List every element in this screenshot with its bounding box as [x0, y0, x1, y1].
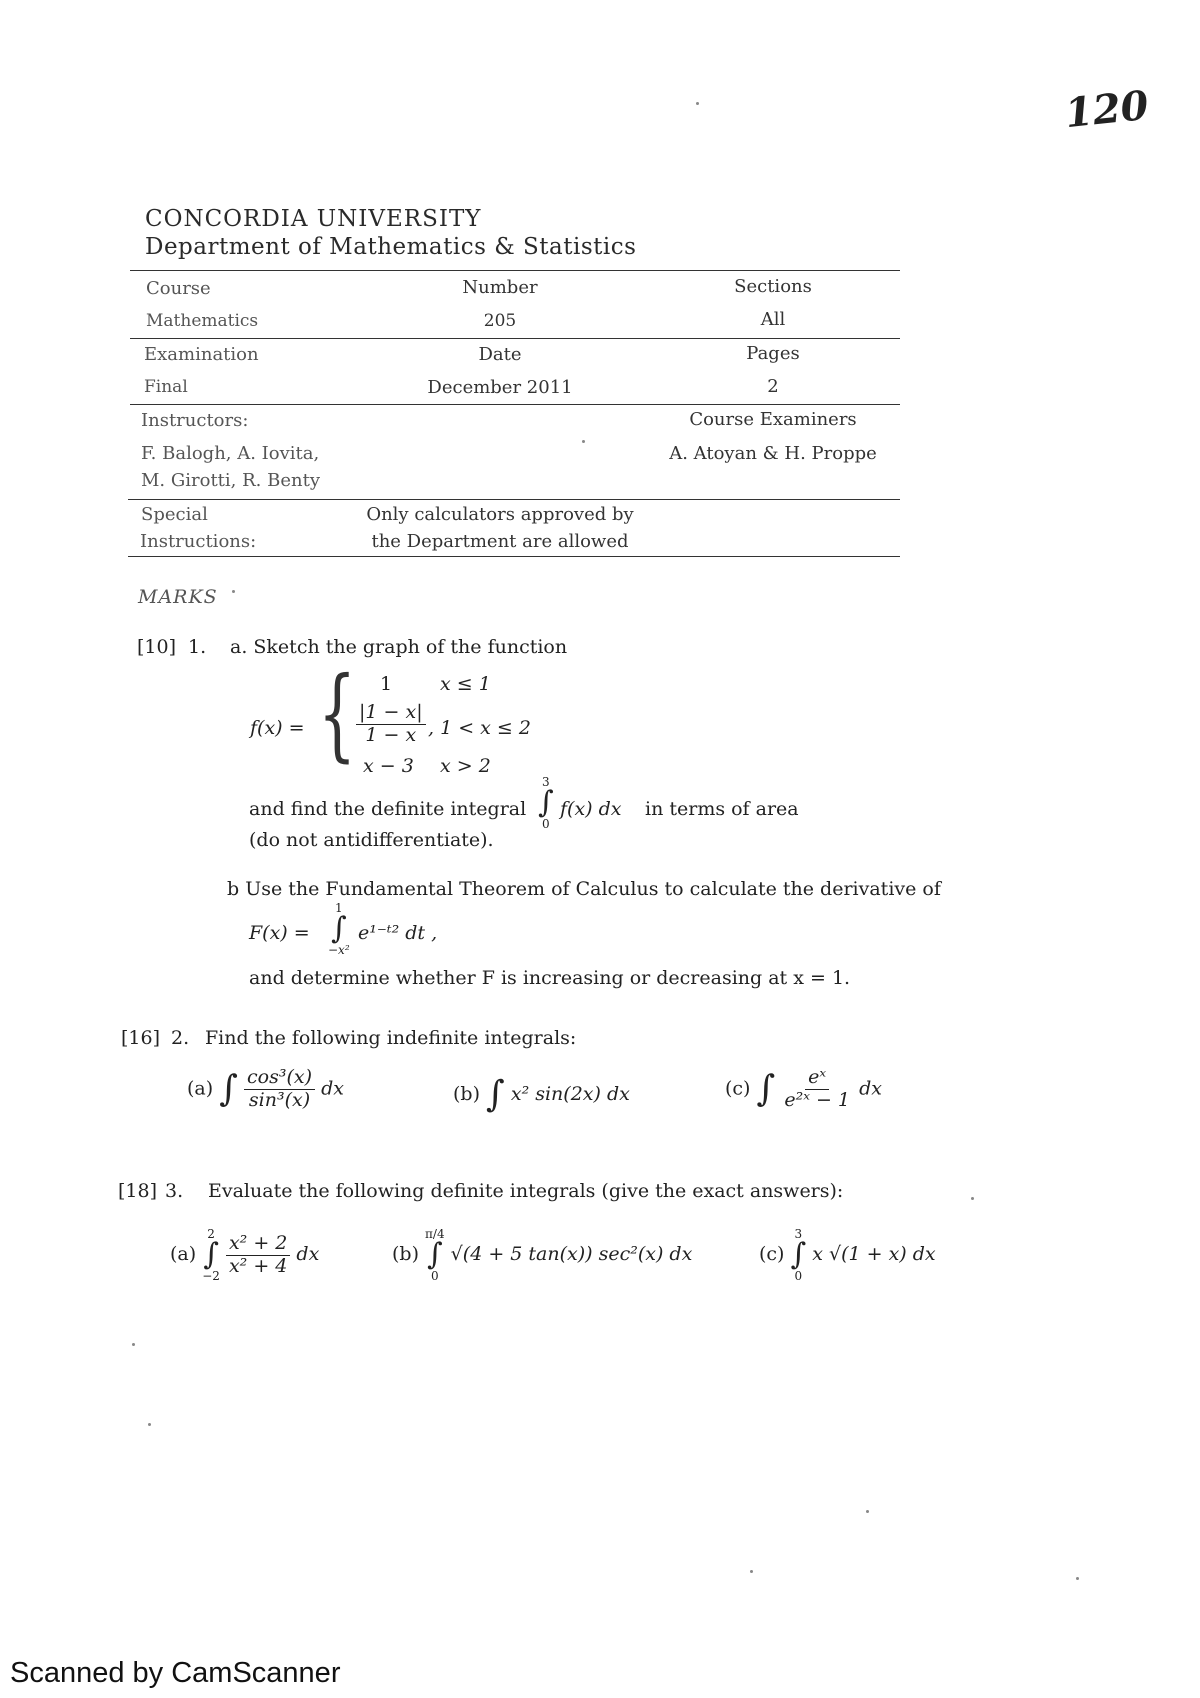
instructors-line1: F. Balogh, A. Iovita,: [141, 443, 320, 464]
special-label-1: Special: [141, 504, 208, 525]
q1-case2-den: 1 − x: [365, 723, 417, 746]
q1-a-upper: 3: [542, 775, 550, 789]
q1-b-intro: b Use the Fundamental Theorem of Calculus to calculate the derivative of: [227, 878, 941, 900]
q1-case3-val: x − 3: [363, 755, 414, 777]
q2-b: [453, 1074, 630, 1115]
q1-number: 1.: [188, 636, 207, 658]
pages-value: 2: [767, 376, 779, 397]
date-value: December 2011: [427, 377, 573, 398]
sections-value: All: [760, 309, 786, 330]
instructors-line2: M. Girotti, R. Benty: [141, 470, 320, 491]
q3-a-label: (a): [170, 1243, 197, 1265]
q3-c: [759, 1228, 936, 1282]
q1-a-integrand: f(x) dx: [560, 798, 622, 820]
university-name: CONCORDIA UNIVERSITY: [145, 206, 482, 232]
integral-sign: ∫: [427, 1237, 443, 1272]
q2-a-dx: dx: [321, 1077, 344, 1100]
pages-label: Pages: [746, 343, 800, 364]
integral-sign: ∫: [756, 1068, 776, 1110]
q3-b-label: (b): [392, 1243, 419, 1265]
date-label: Date: [478, 344, 522, 365]
scanner-footer: Scanned by CamScanner: [10, 1657, 341, 1689]
examiners-label: Course Examiners: [689, 409, 857, 430]
q2-a-den: sin³(x): [248, 1088, 311, 1111]
exam-label: Examination: [144, 344, 259, 365]
q3-c-upper: 3: [794, 1227, 803, 1241]
q2-c-dx: dx: [859, 1077, 882, 1100]
q3-c-label: (c): [759, 1243, 785, 1265]
table-rule: [128, 556, 900, 557]
q2-c: [725, 1067, 882, 1112]
q1-a-terms: in terms of area: [645, 798, 799, 820]
q1-case3-cond: x > 2: [440, 755, 491, 777]
q2-c-den: e²ˣ − 1: [784, 1088, 851, 1111]
q1-a-find: and find the definite integral: [249, 798, 527, 820]
q2-a-label: (a): [187, 1077, 214, 1100]
q1-a-integral: [538, 776, 554, 830]
integral-sign: ∫: [219, 1068, 238, 1110]
q1-b-integrand: e¹⁻ᵗ² dt ,: [358, 922, 438, 944]
integral-sign: ∫: [331, 911, 347, 946]
q3-a-lower: −2: [202, 1269, 220, 1283]
q3-intro: Evaluate the following definite integrals (give the exact answers):: [208, 1180, 844, 1202]
q1-b-Fx: F(x) =: [249, 922, 310, 944]
q1-b-determine: and determine whether F is increasing or decreasing at x = 1.: [249, 967, 851, 989]
q3-marks: [18]: [118, 1180, 158, 1202]
scan-speck: [750, 1570, 753, 1573]
marks-heading: MARKS: [138, 586, 218, 608]
q1-case1-val: 1: [380, 673, 393, 695]
q2-a: [187, 1067, 344, 1112]
q1-case2-frac: [356, 702, 426, 747]
course-value: Mathematics: [146, 311, 259, 331]
q1-case1-cond: x ≤ 1: [440, 673, 491, 695]
q3-a-dx: dx: [296, 1243, 320, 1265]
table-rule: [128, 499, 900, 500]
integral-sign: ∫: [790, 1237, 807, 1272]
q3-b: [392, 1228, 692, 1282]
department-name: Department of Mathematics & Statistics: [145, 234, 637, 260]
q3-number: 3.: [165, 1180, 184, 1202]
q3-b-upper: π/4: [425, 1227, 445, 1241]
q3-b-integrand: √(4 + 5 tan(x)) sec²(x) dx: [450, 1243, 693, 1265]
q1-a-note: (do not antidifferentiate).: [249, 829, 494, 851]
q1-case2-cond: , 1 < x ≤ 2: [428, 717, 531, 739]
examiners-value: A. Atoyan & H. Proppe: [669, 443, 877, 464]
instructors-label: Instructors:: [141, 410, 249, 431]
q2-b-integrand: x² sin(2x) dx: [510, 1083, 630, 1105]
q3-c-integrand: x √(1 + x) dx: [812, 1243, 936, 1265]
number-value: 205: [483, 311, 517, 331]
q1-case2-num: |1 − x|: [356, 702, 426, 725]
q1-b-lower: −x²: [328, 943, 350, 957]
q3-a-num: x² + 2: [226, 1233, 290, 1256]
sections-label: Sections: [734, 276, 812, 297]
handwritten-score: 120: [1062, 81, 1151, 138]
integral-sign: ∫: [486, 1074, 505, 1115]
special-text-2: the Department are allowed: [371, 531, 629, 552]
q3-a-upper: 2: [207, 1227, 215, 1241]
scan-speck: [148, 1423, 151, 1426]
integral-sign: ∫: [203, 1237, 219, 1272]
q3-a-den: x² + 4: [228, 1254, 288, 1277]
q3-b-lower: 0: [431, 1269, 439, 1283]
number-label: Number: [462, 277, 538, 298]
q3-a: [170, 1228, 319, 1282]
q2-c-label: (c): [725, 1077, 751, 1100]
q1-a-lower: 0: [542, 817, 550, 831]
scan-speck: [971, 1197, 974, 1200]
q1-a-intro: a. Sketch the graph of the function: [230, 636, 568, 658]
integral-sign: ∫: [538, 785, 554, 820]
piecewise-brace: {: [318, 655, 357, 772]
scan-speck: [132, 1343, 135, 1346]
q2-a-num: cos³(x): [244, 1067, 315, 1090]
scan-speck: [232, 590, 235, 593]
table-rule: [130, 338, 900, 339]
q2-b-label: (b): [453, 1083, 480, 1105]
q2-c-num: eˣ: [805, 1067, 829, 1090]
scan-speck: [866, 1510, 869, 1513]
exam-value: Final: [144, 377, 188, 397]
scan-speck: [696, 102, 699, 105]
q1-marks: [10]: [137, 636, 177, 658]
special-text-1: Only calculators approved by: [366, 504, 634, 525]
q1-b-upper: 1: [335, 901, 343, 915]
q3-c-lower: 0: [794, 1269, 803, 1283]
q2-number: 2.: [171, 1027, 190, 1049]
q2-intro: Find the following indefinite integrals:: [205, 1027, 577, 1049]
table-rule: [130, 404, 900, 405]
q2-marks: [16]: [121, 1027, 161, 1049]
table-rule: [130, 270, 900, 271]
q1-b-integral: [328, 902, 350, 956]
scan-speck: [582, 440, 585, 443]
course-label: Course: [146, 278, 211, 299]
special-label-2: Instructions:: [140, 531, 257, 552]
q1-fx: f(x) =: [250, 717, 305, 739]
scan-speck: [1076, 1577, 1079, 1580]
